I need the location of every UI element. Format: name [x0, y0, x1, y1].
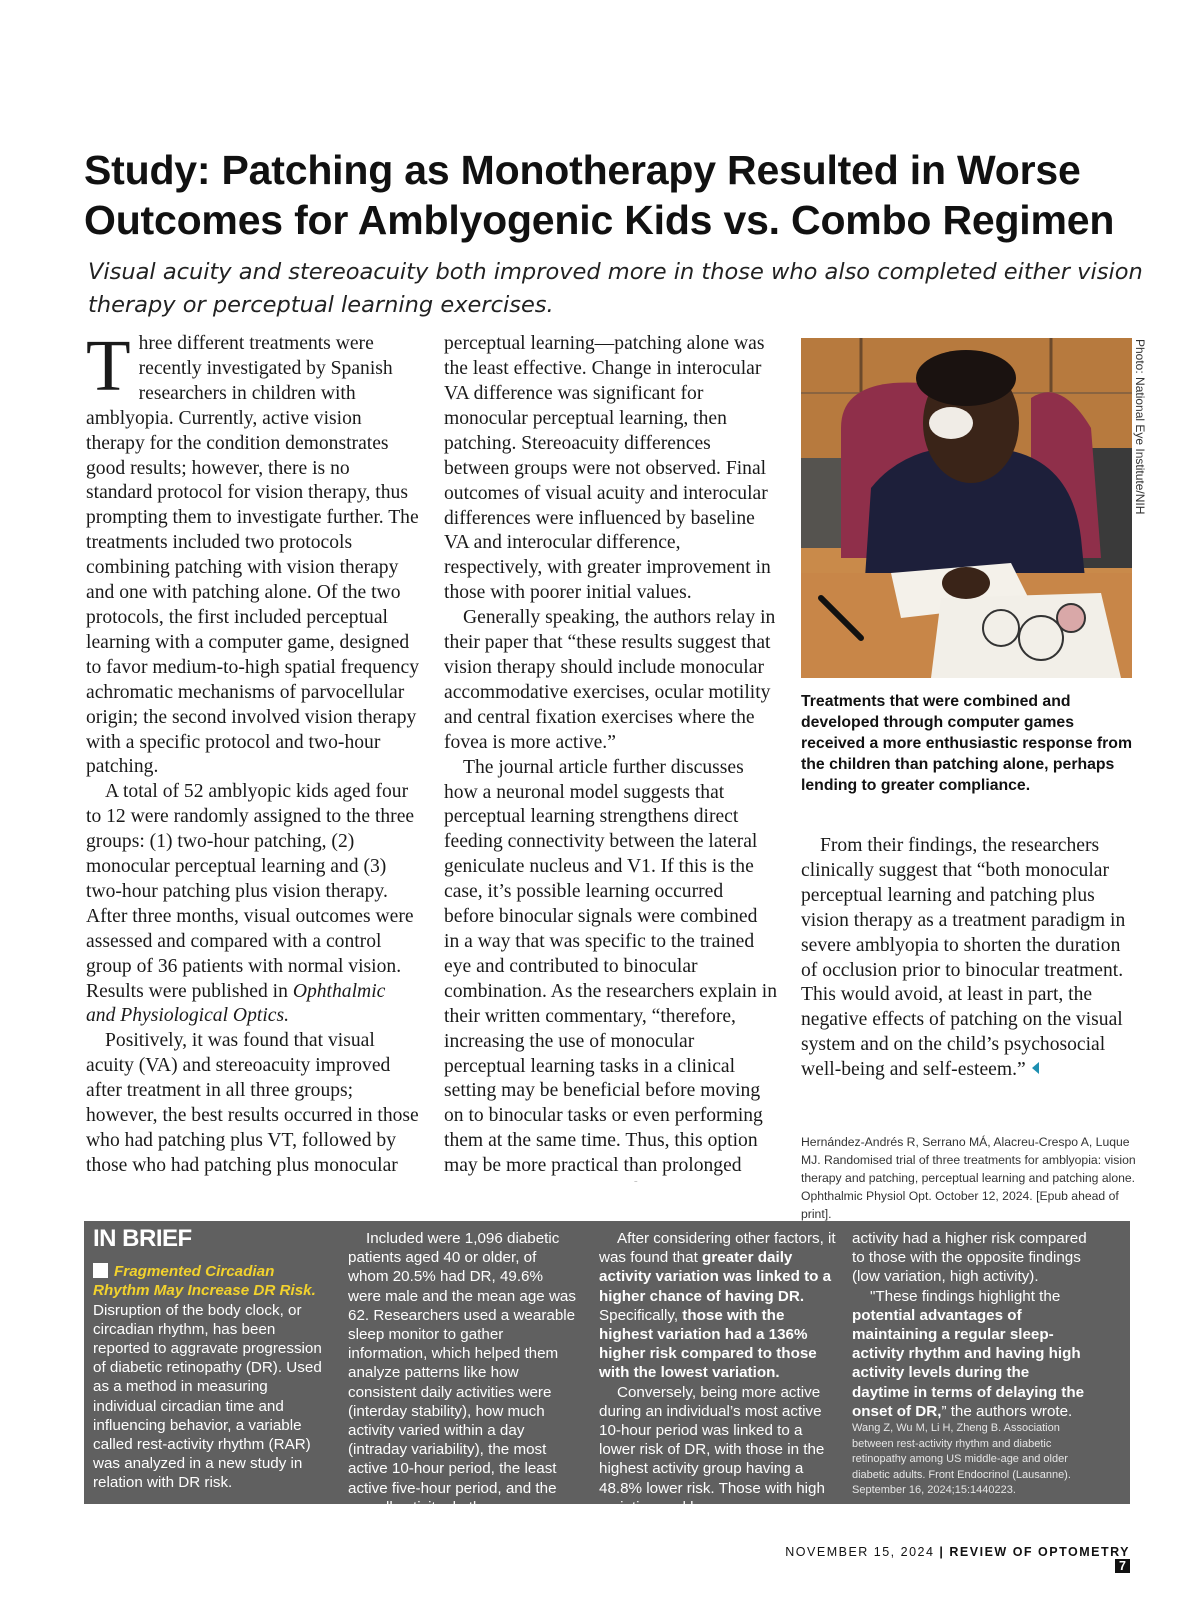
in-brief-text-3b: greater daily activity variation was linked to a higher chance of having DR. — [599, 1249, 832, 1305]
in-brief-text-4d: ” the authors wrote. — [941, 1402, 1073, 1420]
paragraph-3-text: Positively, it was found that visual acuity (VA) and stereoacuity improved after treatment in all three groups; however, the best results occurred in those who had patching plus VT, followed by those who had patching plus monocular — [86, 1030, 419, 1176]
article-column-2 — [444, 332, 777, 1182]
in-brief-column-2 — [348, 1229, 578, 1517]
footer-publication: REVIEW OF OPTOMETRY — [949, 1545, 1130, 1559]
photo-credit-text: Photo: National Eye Institute/NIH — [1133, 339, 1147, 515]
photo-credit — [1131, 339, 1147, 669]
column-2-flow — [444, 332, 777, 1182]
page-number: 7 — [1115, 1559, 1130, 1573]
article-column-1 — [86, 332, 419, 1179]
article-reference: Hernández-Andrés R, Serrano MÁ, Alacreu-Crespo A, Luque MJ. Randomised trial of three treatments for amblyopia: vision therapy and patching, perceptual learning and patching alone. Ophthalmic Physiol Opt. October 12, 2024. [Epub ahead of print]. — [801, 1135, 1136, 1221]
in-brief-text-3d: those with the highest variation had a 136% higher risk compared to those with the lowest variation. — [599, 1306, 817, 1382]
journal-name: Ophthalmic and Physiological Optics. — [86, 980, 386, 1027]
photo-caption: Treatments that were combined and developed through computer games received a more enthusiastic response from the children than patching alone, perhaps lending to greater compliance. — [801, 693, 1132, 794]
in-brief-paragraph-1 — [93, 1262, 329, 1492]
drop-cap: T — [86, 332, 131, 406]
in-brief-text-3a: After considering other factors, it was found that — [599, 1230, 836, 1267]
in-brief-paragraph-4 — [599, 1383, 836, 1517]
in-brief-paragraph-2 — [348, 1229, 578, 1517]
paragraph-1-text: hree different treatments were recently investigated by Spanish researchers in children with amblyopia. Currently, active vision therapy for the condition demonstrates good results; however, there is no standard protocol for vision therapy, thus prompting them to investigate further. The treatments included two protocols combining patching with vision therapy and one with patching alone. Of the two protocols, the first included perceptual learning with a computer game, designed to favor medium-to-high spatial frequency achromatic mechanisms of parvocellular origin; the second involved vision therapy with a specific protocol and two-hour patching. — [86, 333, 419, 778]
square-bullet-icon — [93, 1263, 108, 1278]
in-brief-text-1: Disruption of the body clock, or circadian rhythm, has been reported to aggravate progression of diabetic retinopathy (DR). Used as a method in measuring individual circadian time and influencing behavior, a variable called rest-activity rhythm (RAR) was analyzed in a new study in relation with DR risk. — [93, 1301, 322, 1492]
article-paragraph-5 — [444, 756, 777, 1182]
in-brief-text-3c: Specifically, — [599, 1306, 679, 1324]
in-brief-headline: Fragmented Circadian Rhythm May Increase DR Risk. — [93, 1263, 316, 1300]
page-footer — [770, 1545, 1130, 1573]
in-brief-column-3 — [599, 1229, 836, 1517]
in-brief-column-1 — [93, 1225, 329, 1493]
in-brief-header: IN BRIEF — [93, 1225, 192, 1252]
article-photo — [801, 338, 1132, 678]
in-brief-text-3e: Conversely, being more active during an individual’s most active 10-hour period was linked to a lower risk of DR, with those in the highest activity group having a 48.8% lower risk. Those with high variation and low — [599, 1383, 825, 1516]
article-paragraph-3 — [86, 1029, 419, 1178]
paragraph-5-text: The journal article further discusses how a neuronal model suggests that perceptual learning strengthens direct feeding connectivity between the lateral geniculate nucleus and V1. If this is the case, it’s possible learning occurred before binocular signals were combined in a way that was specific to the trained eye and contributed to binocular combination. As the researchers explain in their written commentary, “therefore, increasing the use of monocular perceptual learning tasks in a clinical setting may be beneficial before moving on to binocular tasks or even performing them at the same time. Thus, this option may be more practical than prolonged — [444, 756, 777, 1177]
paragraph-2-text: A total of 52 amblyopic kids aged four to 12 were randomly assigned to the three groups: (1) two-hour patching, (2) monocular perceptual learning and (3) two-hour patching plus vision therapy. After three months, visual outcomes were assessed and compared with a control group of 36 patients with normal vision. Results were published in — [86, 781, 415, 1002]
article-deck: Visual acuity and stereoacuity both improved more in those who also completed either vision therapy or perceptual learning exercises. — [88, 259, 1143, 318]
article-paragraph-2 — [86, 780, 419, 1029]
article-column-3 — [801, 834, 1126, 1083]
in-brief-paragraph-5 — [852, 1229, 1088, 1287]
footer-separator: | — [939, 1545, 945, 1559]
end-mark-icon — [1032, 1062, 1039, 1074]
in-brief-text-4b: "These findings highlight the — [870, 1287, 1061, 1305]
in-brief-text-2: Included were 1,096 diabetic patients aged 40 or older, of whom 20.5% had DR, 49.6% were male and the mean age was 62. Researchers used a wearable sleep monitor to gather information, which helped them analyze patterns like how consistent daily activities were (interday stability), how much activity varied within a day (intraday variability), the most active 10-hour period, the least active five-hour period, and the overall activity rhythm. — [348, 1230, 576, 1516]
in-brief-column-4 — [852, 1229, 1088, 1499]
paragraph-6-text: From their findings, the researchers clinically suggest that “both monocular perceptual learning and patching plus vision therapy as a treatment paradigm in severe amblyopia to shorten the duration of occlusion prior to binocular treatment. This would avoid, at least in part, the negative effects of patching on the visual system and on the child’s psychosocial well-being and self-esteem.” — [801, 835, 1126, 1081]
in-brief-paragraph-3 — [599, 1229, 836, 1383]
boy-with-eye-patch-image — [801, 338, 1132, 678]
footer-date: NOVEMBER 15, 2024 — [785, 1545, 935, 1559]
article-paragraph-3-cont — [444, 332, 777, 606]
in-brief-reference: Wang Z, Wu M, Li H, Zheng B. Association between rest-activity rhythm and diabetic retinopathy among US middle-age and older diabetic adults. Front Endocrinol (Lausanne). September 16, 2024;15:1440223. — [852, 1422, 1071, 1497]
in-brief-text-4a: activity had a higher risk compared to those with the opposite findings (low variation, high activity). — [852, 1230, 1087, 1286]
in-brief-paragraph-6 — [852, 1287, 1088, 1421]
article-paragraph-6 — [801, 834, 1126, 1083]
article-paragraph-1 — [86, 332, 419, 780]
article-headline: Study: Patching as Monotherapy Resulted in Worse Outcomes for Amblyogenic Kids vs. Combo Regimen — [84, 147, 1115, 243]
paragraph-4-text: Generally speaking, the authors relay in their paper that “these results suggest that vision therapy should include monocular accommodative exercises, ocular motility and central fixation exercises where the fovea is more active.” — [444, 607, 776, 753]
in-brief-box — [84, 1221, 1130, 1516]
in-brief-text-4c: potential advantages of maintaining a regular sleep-activity rhythm and having high activity levels during the daytime in terms of delaying the onset of DR, — [852, 1306, 1085, 1420]
article-paragraph-4 — [444, 606, 777, 755]
paragraph-3-cont-text: perceptual learning—patching alone was the least effective. Change in interocular VA difference was significant for monocular perceptual learning, then patching. Stereoacuity differences between groups were not observed. Final outcomes of visual acuity and interocular differences were influenced by baseline VA and interocular difference, respectively, with greater improvement in those with poorer initial values. — [444, 333, 771, 604]
